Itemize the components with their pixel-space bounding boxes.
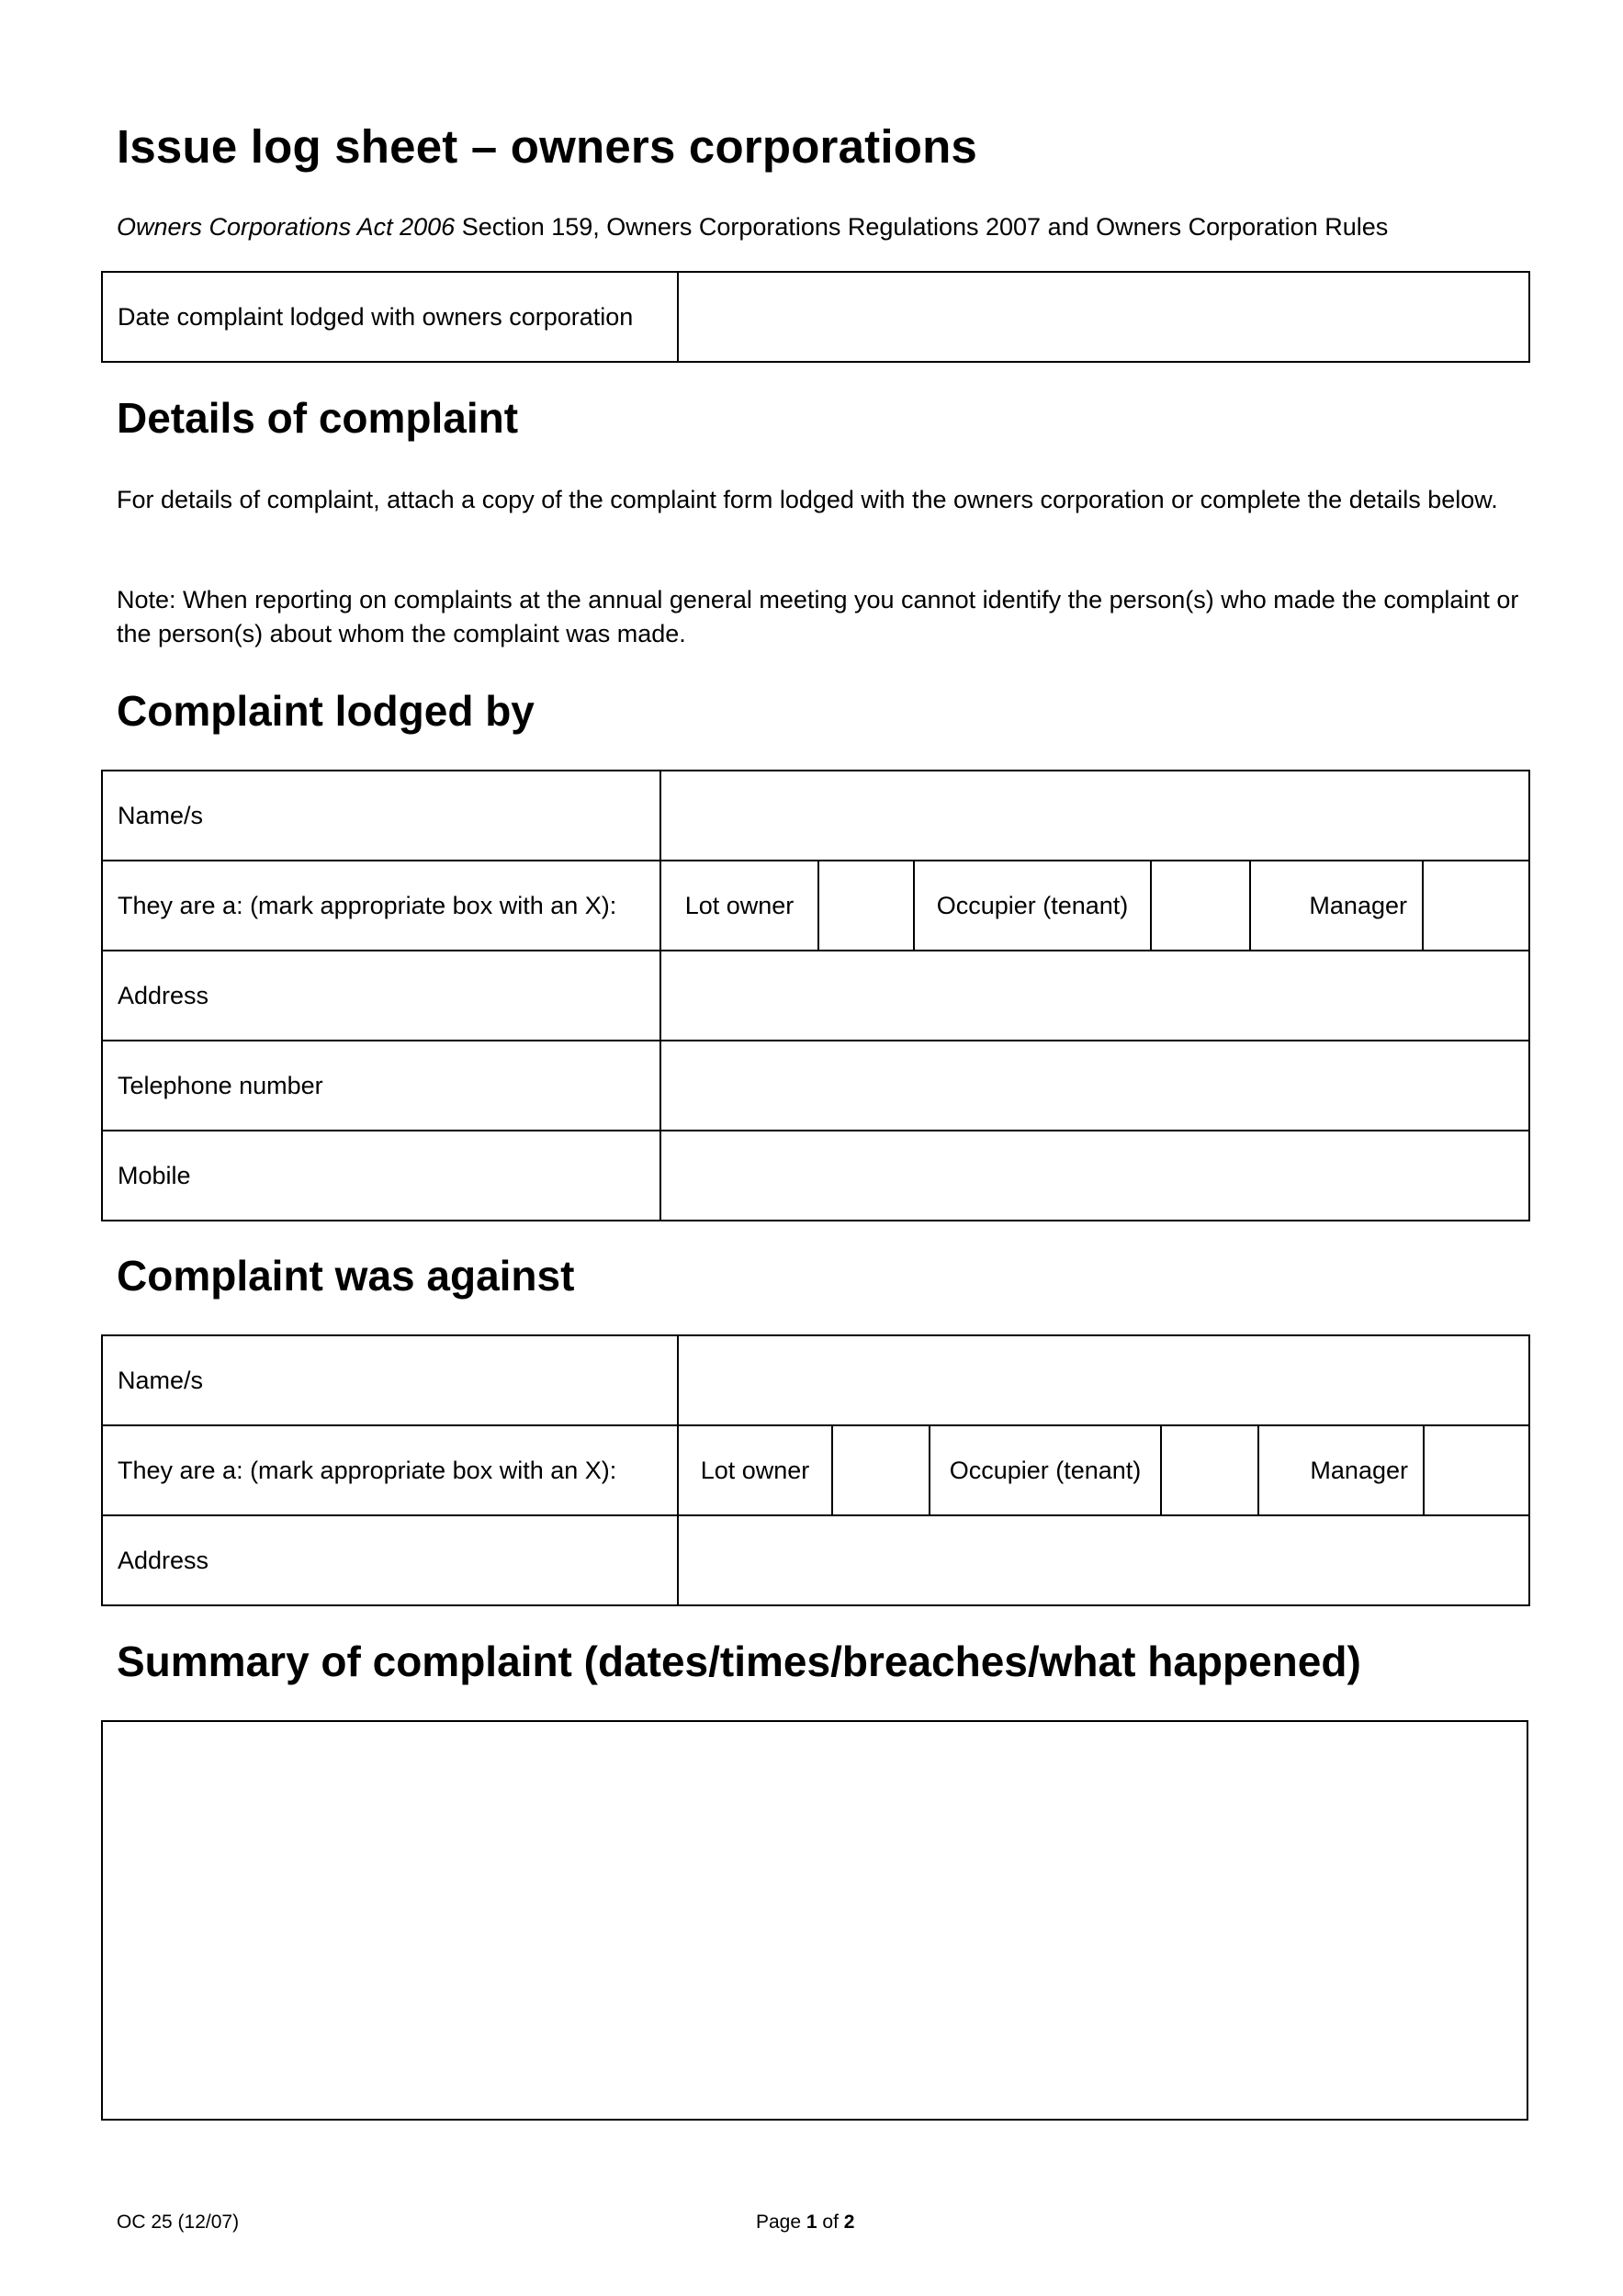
against-occupier-label: Occupier (tenant) — [930, 1425, 1161, 1515]
date-lodged-label: Date complaint lodged with owners corporation — [102, 272, 678, 362]
lodged-by-occupier-checkbox[interactable] — [1151, 861, 1250, 951]
lodged-by-names-field[interactable] — [660, 771, 1529, 861]
page-total: 2 — [843, 2212, 855, 2233]
against-address-label: Address — [102, 1515, 678, 1605]
subtitle — [117, 213, 1388, 242]
lodged-by-manager-label: Manager — [1250, 861, 1423, 951]
lodged-by-mobile-field[interactable] — [660, 1131, 1529, 1221]
lodged-by-mobile-label: Mobile — [102, 1131, 660, 1221]
lodged-by-type-label: They are a: (mark appropriate box with an X): — [102, 861, 660, 951]
page-number — [756, 2212, 854, 2234]
against-address-field[interactable] — [678, 1515, 1529, 1605]
lodged-by-manager-checkbox[interactable] — [1423, 861, 1529, 951]
form-code: OC 25 (12/07) — [117, 2212, 240, 2233]
date-lodged-field[interactable] — [678, 272, 1529, 362]
lodged-by-lot-owner-checkbox[interactable] — [818, 861, 914, 951]
against-type-label: They are a: (mark appropriate box with an X): — [102, 1425, 678, 1515]
details-paragraph: For details of complaint, attach a copy of the complaint form lodged with the owners corporation or complete the details below. — [117, 486, 1498, 513]
lodged-by-occupier-label: Occupier (tenant) — [914, 861, 1151, 951]
lodged-by-address-field[interactable] — [660, 951, 1529, 1041]
page-mid: of — [817, 2212, 844, 2233]
summary-field[interactable] — [101, 1720, 1528, 2121]
lodged-by-heading: Complaint lodged by — [117, 687, 535, 735]
against-names-field[interactable] — [678, 1335, 1529, 1425]
page-current: 1 — [806, 2212, 817, 2233]
against-heading: Complaint was against — [117, 1252, 575, 1300]
page-prefix: Page — [756, 2212, 806, 2233]
page-title: Issue log sheet – owners corporations — [117, 120, 977, 173]
against-lot-owner-label: Lot owner — [678, 1425, 832, 1515]
details-note: Note: When reporting on complaints at the annual general meeting you cannot identify the person(s) who made the complaint or the person(s) about whom the complaint was made. — [117, 586, 1519, 647]
against-manager-label: Manager — [1258, 1425, 1424, 1515]
against-names-label: Name/s — [102, 1335, 678, 1425]
against-table — [101, 1334, 1530, 1606]
lodged-by-address-label: Address — [102, 951, 660, 1041]
act-name: Owners Corporations Act 2006 — [117, 213, 456, 241]
date-lodged-table — [101, 271, 1530, 363]
lodged-by-table — [101, 770, 1530, 1221]
details-heading: Details of complaint — [117, 394, 519, 442]
lodged-by-lot-owner-label: Lot owner — [660, 861, 818, 951]
lodged-by-telephone-field[interactable] — [660, 1041, 1529, 1131]
against-occupier-checkbox[interactable] — [1161, 1425, 1258, 1515]
against-lot-owner-checkbox[interactable] — [832, 1425, 930, 1515]
lodged-by-telephone-label: Telephone number — [102, 1041, 660, 1131]
lodged-by-names-label: Name/s — [102, 771, 660, 861]
subtitle-rest: Section 159, Owners Corporations Regulations 2007 and Owners Corporation Rules — [455, 213, 1389, 241]
summary-heading: Summary of complaint (dates/times/breaches/what happened) — [117, 1638, 1361, 1685]
against-manager-checkbox[interactable] — [1424, 1425, 1529, 1515]
